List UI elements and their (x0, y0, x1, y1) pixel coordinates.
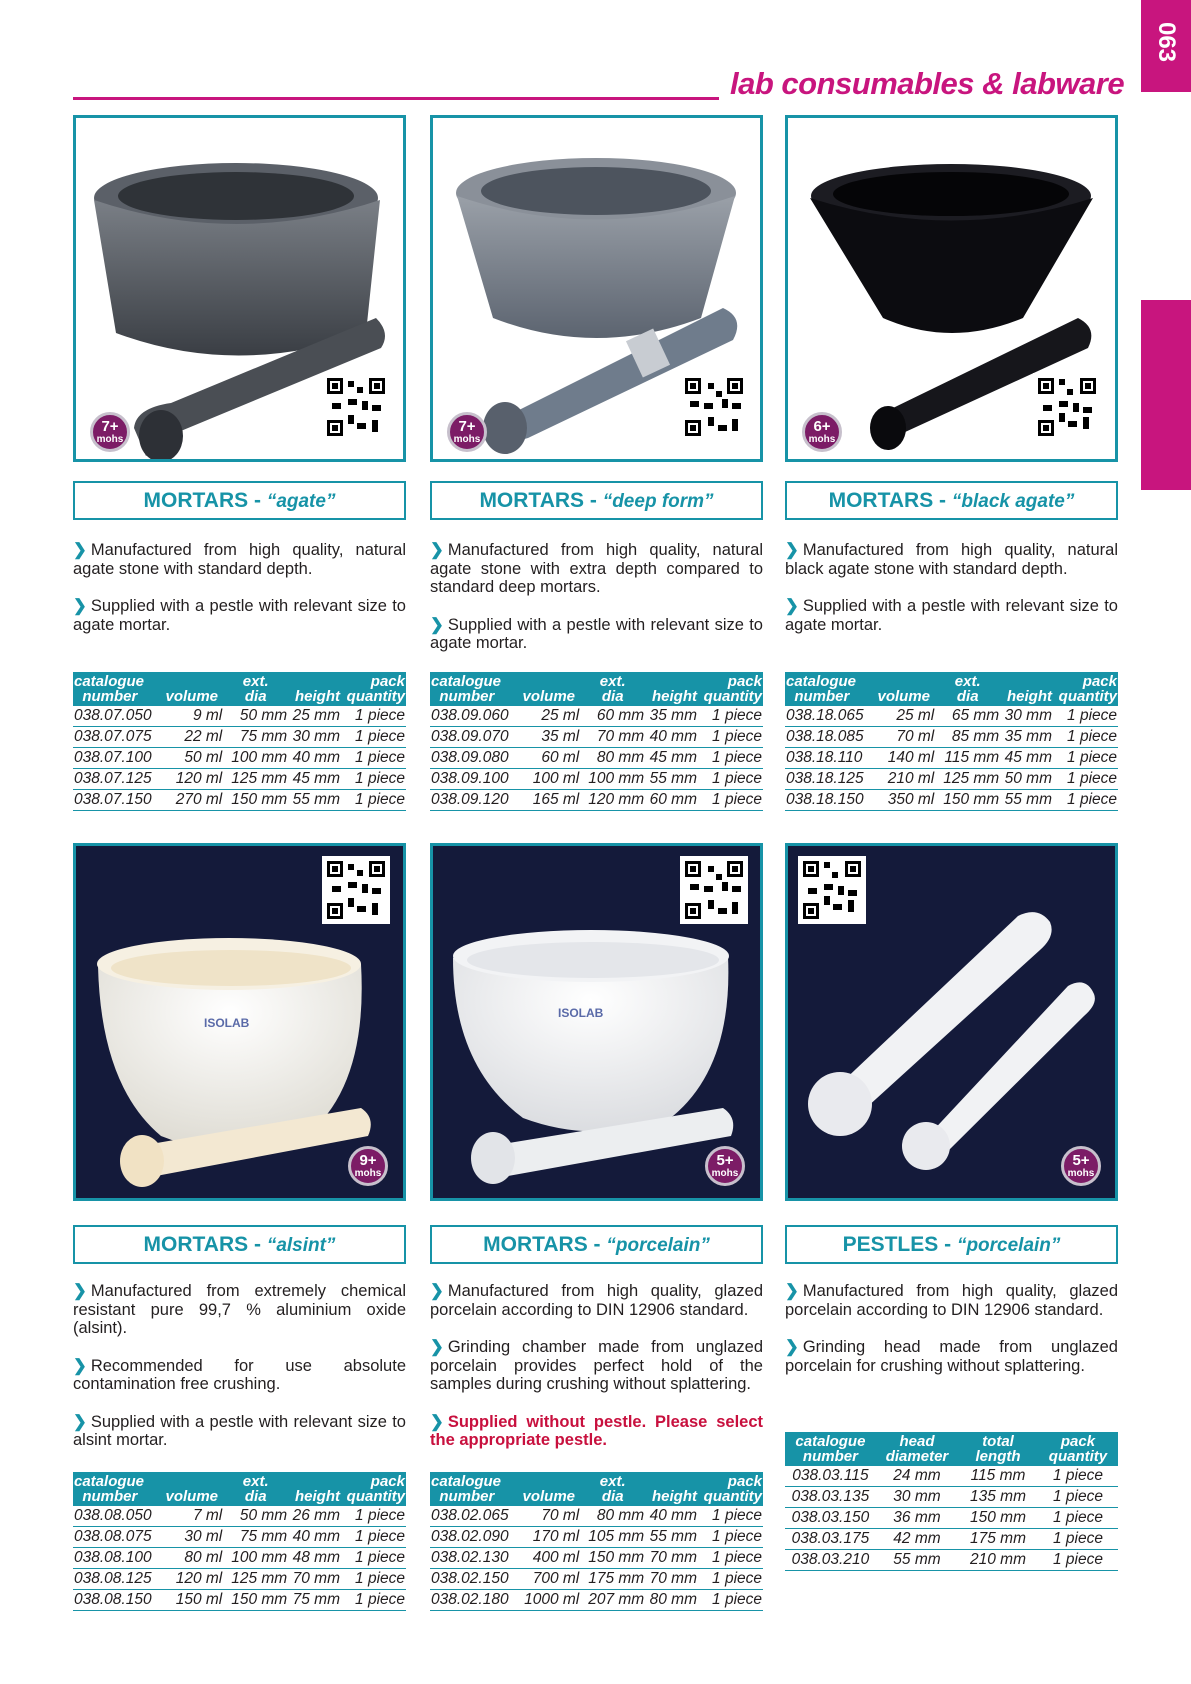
table-cell: 100 ml (517, 769, 580, 790)
table-cell: 80 mm (580, 748, 645, 769)
table-cell: 175 mm (580, 1569, 645, 1590)
table-row (430, 1569, 763, 1590)
table-cell: 1 piece (698, 748, 763, 769)
header-total-length: total length (958, 1432, 1038, 1466)
table-cell: 30 ml (160, 1527, 223, 1548)
bullet-point: ❯ Supplied with a pestle with relevant size to agate mortar. (430, 615, 763, 652)
table-cell: 105 mm (580, 1527, 645, 1548)
chevron-right-icon: ❯ (785, 1282, 799, 1300)
chevron-right-icon: ❯ (73, 541, 87, 559)
table-cell: 150 mm (223, 1590, 288, 1611)
table-cell: 40 mm (645, 1506, 698, 1527)
table-cell: 120 ml (160, 1569, 223, 1590)
table-row (73, 1506, 406, 1527)
table-cell: 22 ml (160, 727, 223, 748)
table-row (73, 769, 406, 790)
chevron-right-icon: ❯ (430, 1338, 444, 1356)
product-title-agate: MORTARS - “agate” (73, 481, 406, 520)
table-cell: 1 piece (341, 790, 406, 811)
table-row (785, 1529, 1118, 1550)
table-cell: 207 mm (580, 1590, 645, 1611)
table-cell: 1 piece (1053, 727, 1118, 748)
header-catalogue-number: catalogue number (430, 672, 517, 706)
bullet-point: ❯ Manufactured from high quality, glazed porcelain according to DIN 12906 standard. (430, 1282, 763, 1319)
hardness-badge: 7+ mohs (90, 412, 130, 452)
table-cell: 038.09.060 (430, 706, 517, 727)
table-cell: 038.03.115 (785, 1466, 876, 1487)
table-cell: 1 piece (698, 1548, 763, 1569)
table-cell: 24 mm (876, 1466, 958, 1487)
qr-code-icon[interactable] (680, 373, 748, 441)
product-title-deep-form: MORTARS - “deep form” (430, 481, 763, 520)
table-cell: 038.02.065 (430, 1506, 517, 1527)
table-cell: 038.09.070 (430, 727, 517, 748)
table-cell: 70 mm (645, 1569, 698, 1590)
spec-table-deep-form (430, 672, 763, 811)
table-cell: 70 ml (872, 727, 935, 748)
table-cell: 1000 ml (517, 1590, 580, 1611)
table-cell: 125 mm (223, 1569, 288, 1590)
bullet-point: ❯ Grinding chamber made from unglazed porcelain provides perfect hold of the samples during crushing without splattering. (430, 1338, 763, 1393)
table-cell: 1 piece (1053, 748, 1118, 769)
table-cell: 26 mm (288, 1506, 341, 1527)
table-cell: 55 mm (645, 769, 698, 790)
table-cell: 30 mm (1000, 706, 1053, 727)
hardness-badge: 7+ mohs (447, 412, 487, 452)
table-row (73, 1548, 406, 1569)
table-cell: 80 mm (645, 1590, 698, 1611)
table-row (785, 1508, 1118, 1529)
header-catalogue-number: catalogue number (785, 672, 872, 706)
chevron-right-icon: ❯ (73, 597, 87, 615)
table-row (430, 790, 763, 811)
table-header-row (785, 672, 1118, 706)
table-cell: 50 mm (1000, 769, 1053, 790)
header-ext-dia: ext. dia (580, 672, 645, 706)
table-row (73, 727, 406, 748)
chevron-right-icon: ❯ (430, 541, 444, 559)
header-ext-dia: ext. dia (580, 1472, 645, 1506)
table-cell: 1 piece (698, 790, 763, 811)
table-cell: 038.09.080 (430, 748, 517, 769)
product-description-black-agate (785, 541, 1118, 634)
chevron-right-icon: ❯ (73, 1356, 87, 1375)
page-number: 063 (1153, 21, 1180, 63)
header-volume: volume (517, 672, 580, 706)
table-cell: 1 piece (1053, 790, 1118, 811)
table-cell: 75 mm (223, 1527, 288, 1548)
table-row (73, 1590, 406, 1611)
table-cell: 038.07.125 (73, 769, 160, 790)
product-title-porcelain-pestles: PESTLES - “porcelain” (785, 1225, 1118, 1264)
table-cell: 1 piece (698, 769, 763, 790)
qr-code-icon[interactable] (322, 373, 390, 441)
table-row (430, 727, 763, 748)
table-cell: 1 piece (341, 769, 406, 790)
header-height: height (288, 1472, 341, 1506)
bullet-point: ❯ Grinding head made from unglazed porcelain for crushing without splattering. (785, 1338, 1118, 1375)
table-cell: 038.18.150 (785, 790, 872, 811)
header-catalogue-number: catalogue number (73, 1472, 160, 1506)
header-pack-quantity: pack quantity (341, 672, 406, 706)
table-cell: 125 mm (223, 769, 288, 790)
qr-code-icon[interactable] (798, 856, 866, 924)
table-cell: 70 mm (288, 1569, 341, 1590)
product-description-agate (73, 541, 406, 634)
header-pack-quantity: pack quantity (1053, 672, 1118, 706)
header-pack-quantity: pack quantity (698, 672, 763, 706)
header-ext-dia: ext. dia (223, 1472, 288, 1506)
table-cell: 270 ml (160, 790, 223, 811)
spec-table-porcelain-pestles (785, 1432, 1118, 1571)
table-cell: 1 piece (698, 1506, 763, 1527)
table-cell: 1 piece (341, 1506, 406, 1527)
table-cell: 45 mm (645, 748, 698, 769)
table-cell: 30 mm (876, 1487, 958, 1508)
header-catalogue-number: catalogue number (785, 1432, 876, 1466)
table-cell: 038.07.150 (73, 790, 160, 811)
table-cell: 038.08.125 (73, 1569, 160, 1590)
table-cell: 1 piece (1053, 706, 1118, 727)
table-cell: 1 piece (341, 1590, 406, 1611)
table-cell: 1 piece (341, 1569, 406, 1590)
bullet-point: ❯ Manufactured from high quality, natural agate stone with extra depth compared to standard deep mortars. (430, 541, 763, 596)
header-pack-quantity: pack quantity (1038, 1432, 1118, 1466)
table-row (785, 727, 1118, 748)
table-cell: 1 piece (341, 706, 406, 727)
spec-table-porcelain-mortar (430, 1472, 763, 1611)
table-cell: 25 ml (517, 706, 580, 727)
table-header-row (430, 672, 763, 706)
table-cell: 65 mm (935, 706, 1000, 727)
product-image-porcelain-mortar (430, 843, 763, 1201)
table-cell: 038.08.075 (73, 1527, 160, 1548)
header-head-diameter: head diameter (876, 1432, 958, 1466)
table-header-row (73, 1472, 406, 1506)
chevron-right-icon: ❯ (785, 541, 799, 559)
table-cell: 25 mm (288, 706, 341, 727)
table-cell: 70 mm (645, 1548, 698, 1569)
table-cell: 038.03.175 (785, 1529, 876, 1550)
table-cell: 120 mm (580, 790, 645, 811)
product-description-porcelain-pestles (785, 1282, 1118, 1375)
table-row (785, 706, 1118, 727)
table-cell: 038.02.130 (430, 1548, 517, 1569)
spec-table-black-agate (785, 672, 1118, 811)
bullet-point: ❯ Supplied with a pestle with relevant size to alsint mortar. (73, 1412, 406, 1449)
table-cell: 038.07.075 (73, 727, 160, 748)
table-cell: 55 mm (1000, 790, 1053, 811)
table-cell: 170 ml (517, 1527, 580, 1548)
chevron-right-icon: ❯ (430, 1282, 444, 1300)
table-cell: 35 mm (645, 706, 698, 727)
table-cell: 55 mm (645, 1527, 698, 1548)
table-cell: 700 ml (517, 1569, 580, 1590)
qr-code-icon[interactable] (680, 856, 748, 924)
table-cell: 1 piece (1038, 1487, 1118, 1508)
bullet-point: ❯ Manufactured from high quality, natural black agate stone with standard depth. (785, 541, 1118, 578)
table-cell: 35 mm (1000, 727, 1053, 748)
hardness-badge: 5+ mohs (1061, 1146, 1101, 1186)
table-cell: 80 mm (580, 1506, 645, 1527)
table-cell: 80 ml (160, 1548, 223, 1569)
table-cell: 140 ml (872, 748, 935, 769)
table-row (430, 748, 763, 769)
hardness-badge: 5+ mohs (705, 1146, 745, 1186)
table-cell: 038.08.050 (73, 1506, 160, 1527)
table-row (430, 1527, 763, 1548)
product-title-porcelain-mortar: MORTARS - “porcelain” (430, 1225, 763, 1264)
table-cell: 350 ml (872, 790, 935, 811)
header-height: height (645, 672, 698, 706)
header-volume: volume (872, 672, 935, 706)
table-row (785, 748, 1118, 769)
table-row (785, 1487, 1118, 1508)
table-cell: 25 ml (872, 706, 935, 727)
header-height: height (288, 672, 341, 706)
table-cell: 100 mm (580, 769, 645, 790)
table-cell: 038.02.090 (430, 1527, 517, 1548)
table-header-row (73, 672, 406, 706)
bullet-point: ❯ Manufactured from high quality, natural agate stone with standard depth. (73, 541, 406, 578)
table-cell: 36 mm (876, 1508, 958, 1529)
table-row (73, 1527, 406, 1548)
table-header-row (785, 1432, 1118, 1466)
table-cell: 115 mm (935, 748, 1000, 769)
table-cell: 1 piece (698, 727, 763, 748)
bullet-point: ❯ Supplied with a pestle with relevant size to agate mortar. (73, 597, 406, 634)
table-cell: 40 mm (645, 727, 698, 748)
table-cell: 038.18.125 (785, 769, 872, 790)
table-cell: 1 piece (1038, 1466, 1118, 1487)
product-image-agate (73, 115, 406, 462)
table-row (430, 1506, 763, 1527)
header-ext-dia: ext. dia (935, 672, 1000, 706)
qr-code-icon[interactable] (322, 856, 390, 924)
chevron-right-icon: ❯ (73, 1282, 87, 1300)
table-cell: 1 piece (698, 1569, 763, 1590)
table-header-row (430, 1472, 763, 1506)
table-row (430, 706, 763, 727)
table-cell: 7 ml (160, 1506, 223, 1527)
product-title-black-agate: MORTARS - “black agate” (785, 481, 1118, 520)
product-description-deep-form (430, 541, 763, 653)
chevron-right-icon: ❯ (785, 597, 799, 615)
table-cell: 55 mm (876, 1550, 958, 1571)
table-cell: 210 ml (872, 769, 935, 790)
table-cell: 165 ml (517, 790, 580, 811)
table-cell: 40 mm (288, 748, 341, 769)
table-row (785, 1550, 1118, 1571)
table-cell: 50 ml (160, 748, 223, 769)
header-ext-dia: ext. dia (223, 672, 288, 706)
table-cell: 400 ml (517, 1548, 580, 1569)
table-cell: 1 piece (1038, 1529, 1118, 1550)
table-cell: 210 mm (958, 1550, 1038, 1571)
table-cell: 55 mm (288, 790, 341, 811)
table-cell: 120 ml (160, 769, 223, 790)
product-description-porcelain-mortar (430, 1282, 763, 1450)
table-cell: 1 piece (341, 1548, 406, 1569)
chevron-right-icon: ❯ (785, 1338, 799, 1356)
header-height: height (645, 1472, 698, 1506)
table-row (73, 790, 406, 811)
table-cell: 150 mm (958, 1508, 1038, 1529)
brand-logo: ISOLAB (558, 1006, 604, 1020)
product-title-alsint: MORTARS - “alsint” (73, 1225, 406, 1264)
table-cell: 038.08.100 (73, 1548, 160, 1569)
bullet-point: ❯ Manufactured from high quality, glazed porcelain according to DIN 12906 standard. (785, 1282, 1118, 1319)
table-cell: 038.18.085 (785, 727, 872, 748)
table-cell: 85 mm (935, 727, 1000, 748)
table-cell: 150 mm (580, 1548, 645, 1569)
table-row (73, 706, 406, 727)
hardness-badge: 9+ mohs (348, 1146, 388, 1186)
table-cell: 1 piece (341, 727, 406, 748)
hardness-badge: 6+ mohs (802, 412, 842, 452)
table-cell: 038.09.120 (430, 790, 517, 811)
table-cell: 30 mm (288, 727, 341, 748)
table-cell: 42 mm (876, 1529, 958, 1550)
spec-table-alsint (73, 1472, 406, 1611)
table-cell: 038.02.180 (430, 1590, 517, 1611)
table-cell: 125 mm (935, 769, 1000, 790)
header-volume: volume (160, 1472, 223, 1506)
table-cell: 50 mm (223, 1506, 288, 1527)
section-title: lab consumables & labware (730, 66, 1125, 101)
header-pack-quantity: pack quantity (341, 1472, 406, 1506)
table-cell: 038.18.065 (785, 706, 872, 727)
table-cell: 038.07.050 (73, 706, 160, 727)
table-cell: 1 piece (341, 748, 406, 769)
header-volume: volume (517, 1472, 580, 1506)
table-cell: 50 mm (223, 706, 288, 727)
table-cell: 038.03.210 (785, 1550, 876, 1571)
table-row (430, 769, 763, 790)
table-cell: 1 piece (1038, 1508, 1118, 1529)
table-cell: 48 mm (288, 1548, 341, 1569)
table-row (785, 769, 1118, 790)
chevron-right-icon: ❯ (430, 615, 444, 634)
table-cell: 175 mm (958, 1529, 1038, 1550)
table-row (73, 748, 406, 769)
product-image-alsint (73, 843, 406, 1201)
table-row (73, 1569, 406, 1590)
table-row (785, 790, 1118, 811)
header-pack-quantity: pack quantity (698, 1472, 763, 1506)
product-image-black-agate (785, 115, 1118, 462)
table-cell: 1 piece (341, 1527, 406, 1548)
header-height: height (1000, 672, 1053, 706)
header-catalogue-number: catalogue number (73, 672, 160, 706)
table-cell: 1 piece (1038, 1550, 1118, 1571)
table-cell: 1 piece (1053, 769, 1118, 790)
section-side-tab (1141, 300, 1191, 490)
table-cell: 038.02.150 (430, 1569, 517, 1590)
product-description-alsint (73, 1282, 406, 1450)
table-cell: 038.07.100 (73, 748, 160, 769)
table-cell: 038.18.110 (785, 748, 872, 769)
table-cell: 75 mm (288, 1590, 341, 1611)
table-cell: 115 mm (958, 1466, 1038, 1487)
pestle-note: ❯ Supplied without pestle. Please select the appropriate pestle. (430, 1412, 763, 1449)
chevron-right-icon: ❯ (430, 1412, 444, 1431)
table-cell: 35 ml (517, 727, 580, 748)
table-cell: 1 piece (698, 1527, 763, 1548)
bullet-point: ❯ Recommended for use absolute contamination free crushing. (73, 1356, 406, 1393)
table-cell: 75 mm (223, 727, 288, 748)
table-row (430, 1548, 763, 1569)
table-cell: 135 mm (958, 1487, 1038, 1508)
spec-table-agate (73, 672, 406, 811)
table-cell: 45 mm (288, 769, 341, 790)
brand-logo: ISOLAB (204, 1016, 250, 1030)
qr-code-icon[interactable] (1033, 373, 1101, 441)
bullet-point: ❯ Manufactured from extremely chemical resistant pure 99,7 % aluminium oxide (alsint). (73, 1282, 406, 1337)
table-cell: 40 mm (288, 1527, 341, 1548)
table-cell: 100 mm (223, 748, 288, 769)
product-image-porcelain-pestles (785, 843, 1118, 1201)
table-cell: 70 mm (580, 727, 645, 748)
table-cell: 1 piece (698, 1590, 763, 1611)
table-cell: 60 ml (517, 748, 580, 769)
table-cell: 45 mm (1000, 748, 1053, 769)
header-rule (73, 97, 719, 100)
table-cell: 70 ml (517, 1506, 580, 1527)
chevron-right-icon: ❯ (73, 1412, 87, 1431)
table-cell: 150 mm (935, 790, 1000, 811)
table-cell: 100 mm (223, 1548, 288, 1569)
product-image-deep-form (430, 115, 763, 462)
table-row (430, 1590, 763, 1611)
bullet-point: ❯ Supplied with a pestle with relevant size to agate mortar. (785, 597, 1118, 634)
table-cell: 038.09.100 (430, 769, 517, 790)
table-cell: 038.03.135 (785, 1487, 876, 1508)
table-cell: 60 mm (580, 706, 645, 727)
table-cell: 038.03.150 (785, 1508, 876, 1529)
table-cell: 9 ml (160, 706, 223, 727)
table-cell: 038.08.150 (73, 1590, 160, 1611)
table-row (785, 1466, 1118, 1487)
table-cell: 1 piece (698, 706, 763, 727)
header-catalogue-number: catalogue number (430, 1472, 517, 1506)
header-volume: volume (160, 672, 223, 706)
table-cell: 150 mm (223, 790, 288, 811)
table-cell: 150 ml (160, 1590, 223, 1611)
table-cell: 60 mm (645, 790, 698, 811)
